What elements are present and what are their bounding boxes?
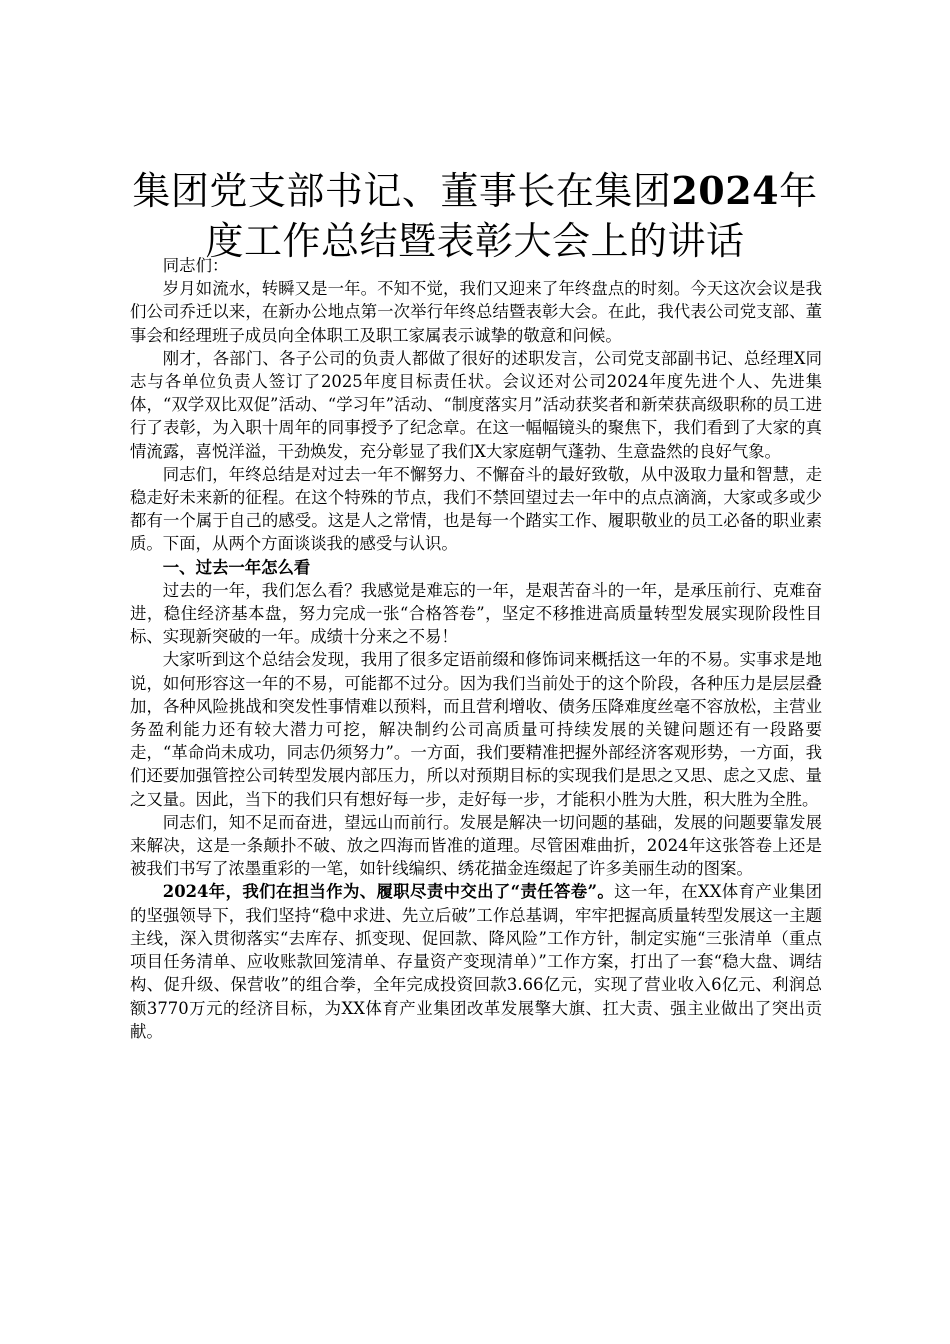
paragraph-lead-bold: 2024年，我们在担当作为、履职尽责中交出了“责任答卷”。	[162, 882, 615, 902]
paragraph: 刚才，各部门、各子公司的负责人都做了很好的述职发言，公司党支部副书记、总经理X同志与各单位负责人签订了2025年度目标责任状。会议还对公司2024年度先进个人、先进集体，“双学双比双促”活动、“学习年”活动、“制度落实月”活动获奖者和新荣获高级职称的员工进行了表彰，为入职十周年的同事授予了纪念章。在这一幅幅镜头的聚焦下，我们看到了大家的真情流露，喜悦洋溢，干劲焕发，充分彰显了我们X大家庭朝气蓬勃、生意盎然的良好气象。	[130, 348, 822, 461]
title-part-2: 年度工作总结暨表彰大会上的讲话	[205, 169, 818, 263]
paragraph	[130, 880, 822, 1042]
document-title	[120, 166, 830, 266]
section-heading: 一、过去一年怎么看	[162, 557, 311, 577]
paragraph: 同志们，年终总结是对过去一年不懈努力、不懈奋斗的最好致敬，从中汲取力量和智慧，走稳走好未来新的征程。在这个特殊的节点，我们不禁回望过去一年中的点点滴滴，大家或多或少都有一个属于自己的感受。这是人之常情，也是每一个踏实工作、履职敬业的员工必备的职业素质。下面，从两个方面谈谈我的感受与认识。	[130, 464, 822, 554]
paragraph: 过去的一年，我们怎么看？我感觉是难忘的一年，是艰苦奋斗的一年，是承压前行、克难奋进，稳住经济基本盘，努力完成一张“合格答卷”，坚定不移推进高质量转型发展实现阶段性目标、实现新突破的一年。成绩十分来之不易！	[130, 580, 822, 647]
paragraph: 大家听到这个总结会发现，我用了很多定语前缀和修饰词来概括这一年的不易。实事求是地说，如何形容这一年的不易，可能都不过分。因为我们当前处于的这个阶段，各种压力是层层叠加，各种风险挑战和突发性事情难以预料，而且营利增收、债务压降难度丝毫不容放松，主营业务盈利能力还有较大潜力可挖，解决制约公司高质量可持续发展的关键问题还有一段路要走，“革命尚未成功，同志仍须努力”。一方面，我们要精准把握外部经济客观形势，一方面，我们还要加强管控公司转型发展内部压力，所以对预期目标的实现我们是思之又思、虑之又虑、量之又量。因此，当下的我们只有想好每一步，走好每一步，才能积小胜为大胜，积大胜为全胜。	[130, 650, 822, 809]
title-year: 2024	[671, 168, 780, 213]
document-body	[130, 254, 822, 1043]
paragraph: 同志们，知不足而奋进，望远山而前行。发展是解决一切问题的基础，发展的问题要靠发展来解决，这是一条颠扑不破、放之四海而皆准的道理。尽管困难曲折，2024年这张答卷上还是被我们书写了浓墨重彩的一笔，如针线编织、绣花描金连缀起了许多美丽生动的图案。	[130, 812, 822, 879]
paragraph: 岁月如流水，转瞬又是一年。不知不觉，我们又迎来了年终盘点的时刻。今天这次会议是我们公司乔迁以来，在新办公地点第一次举行年终总结暨表彰大会。在此，我代表公司党支部、董事会和经理班子成员向全体职工及职工家属表示诚挚的敬意和问候。	[130, 279, 822, 345]
salutation: 同志们：	[162, 256, 229, 275]
title-part-1: 集团党支部书记、董事长在集团	[132, 169, 672, 213]
paragraph-rest: 这一年，在XX体育产业集团的坚强领导下，我们坚持“稳中求进、先立后破”工作总基调，牢牢把握高质量转型发展这一主题主线，深入贯彻落实“去库存、抓变现、促回款、降风险”工作方针，制定实施“三张清单（重点项目任务清单、应收账款回笼清单、存量资产变现清单）”工作方案，打出了一套“稳大盘、调结构、促升级、保营收”的组合拳，全年完成投资回款3.66亿元，实现了营业收入6亿元、利润总额3770万元的经济目标，为XX体育产业集团改革发展擎大旗、扛大责、强主业做出了突出贡献。	[130, 882, 822, 1041]
